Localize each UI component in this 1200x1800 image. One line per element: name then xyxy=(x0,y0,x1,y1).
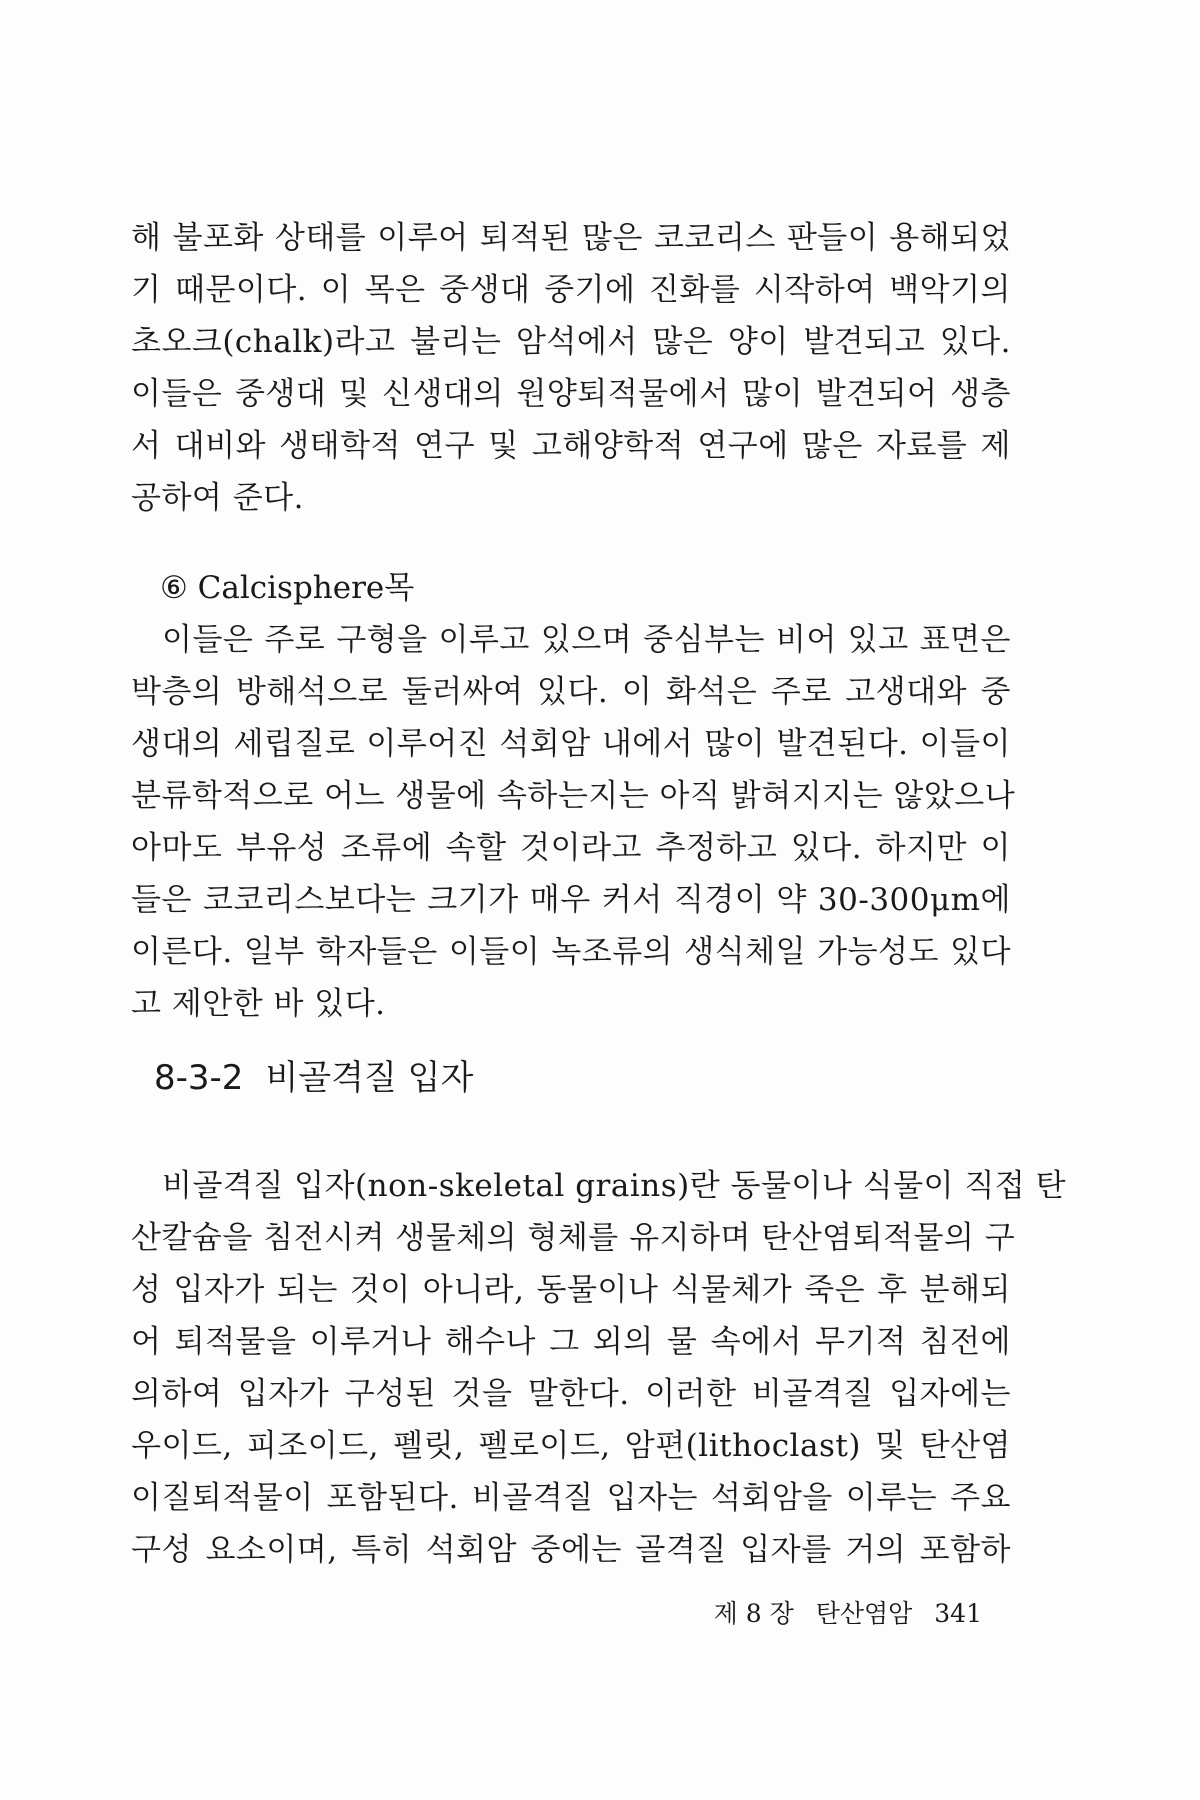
page-footer xyxy=(700,1596,982,1632)
text-line: 이질퇴적물이 포함된다. 비골격질 입자는 석회암을 이루는 주요 xyxy=(131,1480,1011,1516)
text-line: 기 때문이다. 이 목은 중생대 중기에 진화를 시작하여 백악기의 xyxy=(131,272,1011,308)
text-line: 산칼슘을 침전시켜 생물체의 형체를 유지하며 탄산염퇴적물의 구 xyxy=(131,1220,1016,1256)
paragraph-calcisphere xyxy=(131,614,1016,1030)
text-line: 우이드, 피조이드, 펠릿, 펠로이드, 암편(lithoclast) 및 탄산염 xyxy=(131,1428,1011,1464)
text-line: 들은 코코리스보다는 크기가 매우 커서 직경이 약 30-300μm에 xyxy=(131,882,1011,918)
text-line: 고 제안한 바 있다. xyxy=(131,986,386,1022)
text-line: 해 불포화 상태를 이루어 퇴적된 많은 코코리스 판들이 용해되었 xyxy=(131,220,1011,256)
text-line: 서 대비와 생태학적 연구 및 고해양학적 연구에 많은 자료를 제 xyxy=(131,428,1011,464)
footer-chapter: 제 8 장 xyxy=(713,1599,794,1628)
text-line: 아마도 부유성 조류에 속할 것이라고 추정하고 있다. 하지만 이 xyxy=(131,830,1011,866)
text-line: 구성 요소이며, 특히 석회암 중에는 골격질 입자를 거의 포함하 xyxy=(131,1532,1011,1568)
text-line: 어 퇴적물을 이루거나 해수나 그 외의 물 속에서 무기적 침전에 xyxy=(131,1324,1011,1360)
footer-chapter-title: 탄산염암 xyxy=(815,1599,913,1628)
section-number: 8-3-2 xyxy=(154,1058,244,1098)
paragraph-non-skeletal-grains xyxy=(131,1160,1067,1576)
section-title: 비골격질 입자 xyxy=(265,1058,474,1098)
text-line: 이들은 주로 구형을 이루고 있으며 중심부는 비어 있고 표면은 xyxy=(162,622,1011,658)
section-heading xyxy=(154,1050,473,1106)
text-line: 초오크(chalk)라고 불리는 암석에서 많은 양이 발견되고 있다. xyxy=(131,324,1011,360)
text-line: 분류학적으로 어느 생물에 속하는지는 아직 밝혀지지는 않았으나 xyxy=(131,778,1016,814)
paragraph-coccolith-continuation xyxy=(131,212,1011,524)
text-line: 이들은 중생대 및 신생대의 원양퇴적물에서 많이 발견되어 생층 xyxy=(131,376,1011,412)
page-number: 341 xyxy=(934,1599,982,1628)
text-line: 의하여 입자가 구성된 것을 말한다. 이러한 비골격질 입자에는 xyxy=(131,1376,1011,1412)
circled-number-marker: ⑥ xyxy=(160,570,188,606)
subsection-heading-calcisphere xyxy=(160,562,414,614)
text-line: 박층의 방해석으로 둘러싸여 있다. 이 화석은 주로 고생대와 중 xyxy=(131,674,1011,710)
text-line: 이른다. 일부 학자들은 이들이 녹조류의 생식체일 가능성도 있다 xyxy=(131,934,1011,970)
text-line: 성 입자가 되는 것이 아니라, 동물이나 식물체가 죽은 후 분해되 xyxy=(131,1272,1011,1308)
text-line: 비골격질 입자(non-skeletal grains)란 동물이나 식물이 직접 탄 xyxy=(162,1168,1067,1204)
text-line: 생대의 세립질로 이루어진 석회암 내에서 많이 발견된다. 이들이 xyxy=(131,726,1011,762)
text-line: 공하여 준다. xyxy=(131,480,304,516)
subsection-title: Calcisphere목 xyxy=(197,570,415,606)
